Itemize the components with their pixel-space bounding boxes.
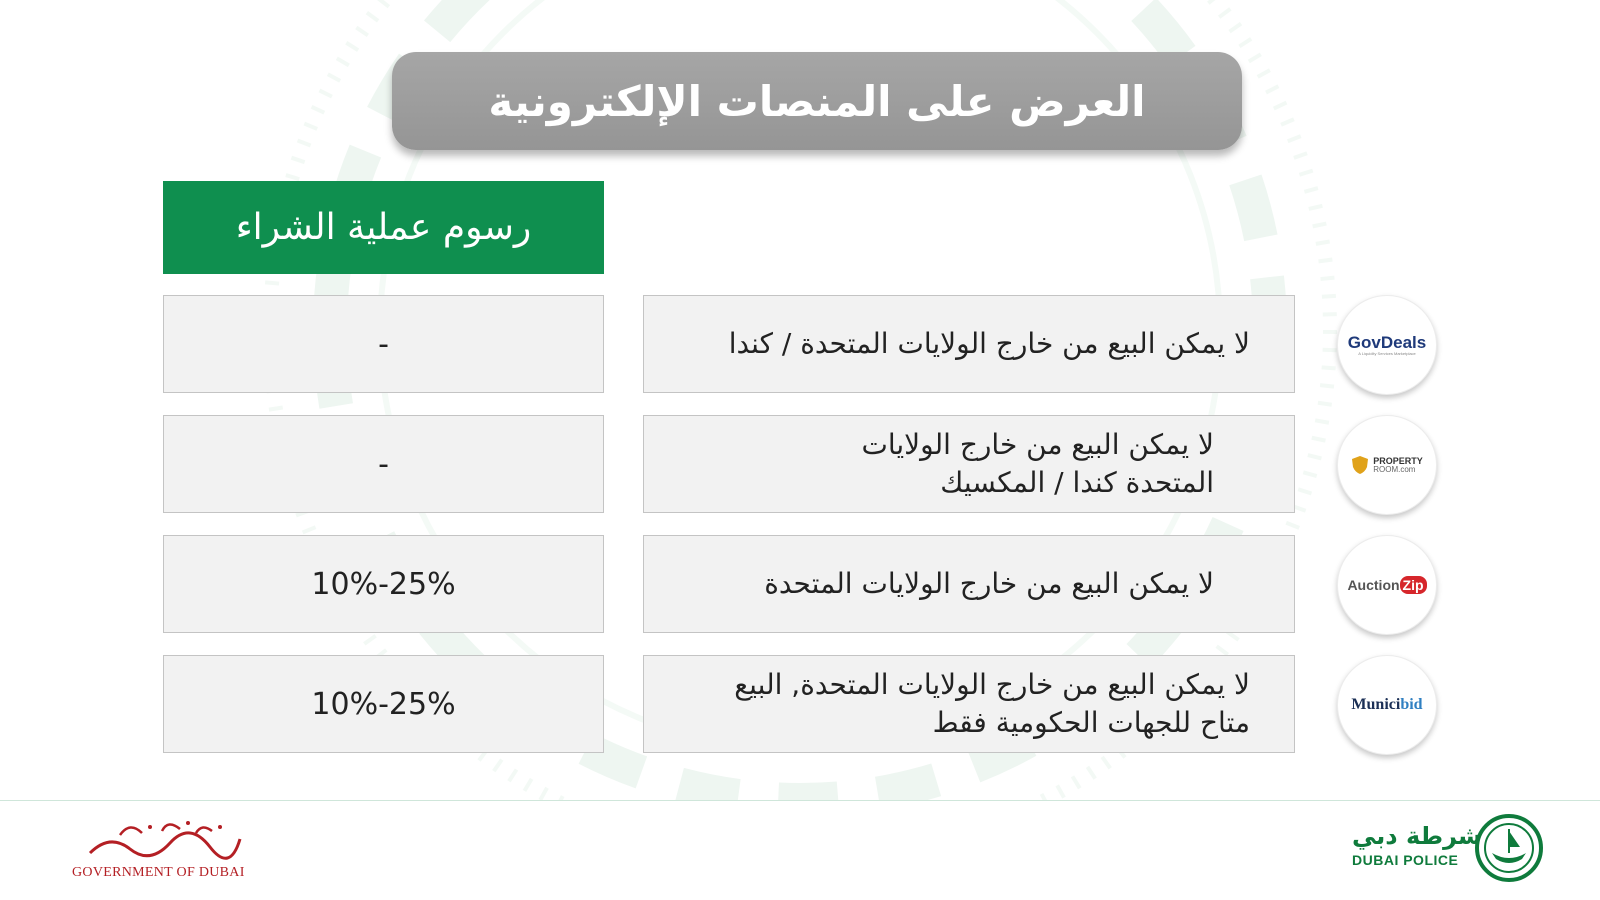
municibid-logo (1337, 655, 1437, 755)
footer-bar (0, 800, 1600, 900)
fee-value: - (378, 446, 389, 482)
fee-cell (163, 295, 604, 393)
fee-value: 10%-25% (311, 686, 456, 722)
fees-column-header (163, 181, 604, 274)
fee-cell (163, 415, 604, 513)
govdeals-logo (1337, 295, 1437, 395)
badge-icon (1351, 455, 1369, 475)
dubai-police-emblem-icon (1474, 813, 1544, 883)
restriction-cell (643, 655, 1295, 753)
fee-value: 10%-25% (311, 566, 456, 602)
slide-title-bar (392, 52, 1242, 150)
fee-cell (163, 655, 604, 753)
fee-cell (163, 535, 604, 633)
propertyroom-logo (1337, 415, 1437, 515)
auctionzip-logo-sub: Zip (1400, 576, 1427, 594)
restriction-cell (643, 415, 1295, 513)
restriction-cell (643, 295, 1295, 393)
fees-header-label: رسوم عملية الشراء (235, 207, 532, 248)
restriction-text: لا يمكن البيع من خارج الولايات المتحدة (764, 567, 1214, 600)
dubai-police-arabic: شرطة دبي (1352, 822, 1482, 850)
govdeals-logo-text: GovDeals (1347, 333, 1427, 352)
restriction-text: لا يمكن البيع من خارج الولايات المتحدة كندا / المكسيك (861, 428, 1214, 499)
restriction-cell (643, 535, 1295, 633)
propertyroom-logo-text: PROPERTY (1373, 455, 1423, 466)
slide-title: العرض على المنصات الإلكترونية (488, 76, 1146, 126)
dubai-police-english: DUBAI POLICE (1352, 852, 1459, 868)
auctionzip-logo-text: Auction (1347, 577, 1400, 593)
government-of-dubai-text: GOVERNMENT OF DUBAI (72, 865, 245, 880)
propertyroom-logo-sub: ROOM.com (1373, 464, 1416, 474)
restriction-text: لا يمكن البيع من خارج الولايات المتحدة / كندا (728, 327, 1250, 360)
government-of-dubai-logo (70, 813, 260, 895)
fee-value: - (378, 326, 389, 362)
restriction-text: لا يمكن البيع من خارج الولايات المتحدة, البيع متاح للجهات الحكومية فقط (734, 668, 1250, 739)
government-of-dubai-calligraphy-icon (70, 813, 260, 873)
municibid-logo-text: Municibid (1351, 696, 1423, 713)
auctionzip-logo (1337, 535, 1437, 635)
govdeals-logo-sub: A Liquidity Services Marketplace (1358, 351, 1416, 356)
